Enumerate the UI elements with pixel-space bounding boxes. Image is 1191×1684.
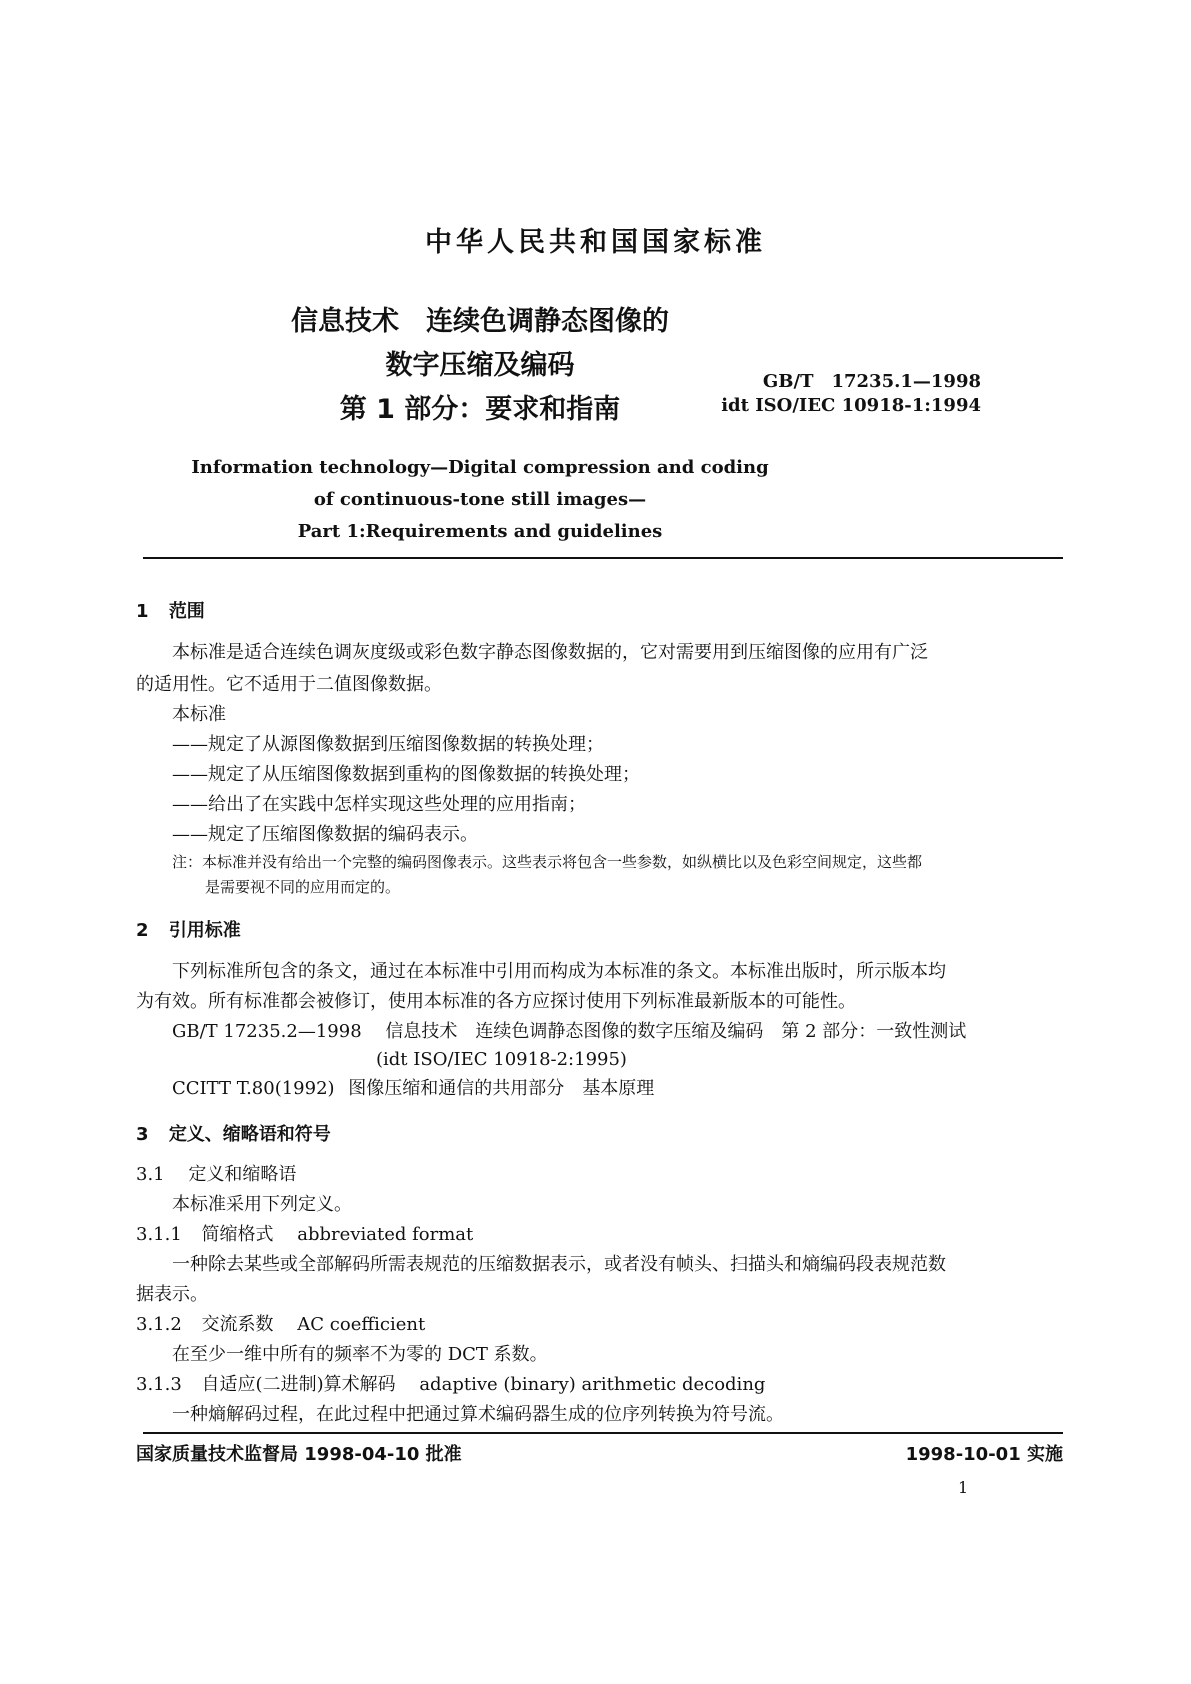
term-3-1-2-cn: 交流系数 (201, 1314, 274, 1335)
section1-number: 1 (136, 601, 149, 622)
section3-heading (136, 1120, 331, 1146)
english-title-line3: Part 1:Requirements and guidelines (297, 521, 663, 542)
english-title-line2: of continuous-tone still images— (313, 489, 647, 510)
section1-item-4: ——规定了压缩图像数据的编码表示。 (172, 824, 478, 845)
term-3-1-1-en: abbreviated format (297, 1224, 474, 1245)
section1-title: 范围 (168, 601, 205, 622)
term-3-1-3-number: 3.1.3 (136, 1374, 182, 1395)
section1-item-2: ——规定了从压缩图像数据到重构的图像数据的转换处理； (172, 764, 640, 785)
subsection-3-1-intro: 本标准采用下列定义。 (172, 1194, 352, 1215)
term-3-1-2-number: 3.1.2 (136, 1314, 182, 1335)
term-3-1-3-en: adaptive (binary) arithmetic decoding (419, 1374, 766, 1395)
national-standard-heading: 中华人民共和国国家标准 (425, 227, 766, 258)
chinese-title-line3: 第 1 部分：要求和指南 (339, 394, 621, 425)
section3-title: 定义、缩略语和符号 (168, 1124, 331, 1145)
term-3-1-1-cn: 简缩格式 (201, 1224, 274, 1245)
reference-2-title: 图像压缩和通信的共用部分 基本原理 (348, 1078, 655, 1099)
section2-heading (136, 916, 241, 942)
section3-number: 3 (136, 1124, 149, 1145)
gbt-code: GB/T 17235.1—1998 (762, 371, 981, 392)
section1-para-line1: 本标准是适合连续色调灰度级或彩色数字静态图像数据的，它对需要用到压缩图像的应用有广泛 (172, 642, 928, 663)
reference-1-code: GB/T 17235.2—1998 (172, 1021, 362, 1042)
term-3-1-1-number: 3.1.1 (136, 1224, 182, 1245)
section2-number: 2 (136, 920, 149, 941)
section1-item-1: ——规定了从源图像数据到压缩图像数据的转换处理； (172, 734, 604, 755)
chinese-title (230, 300, 730, 432)
term-3-1-1 (136, 1220, 473, 1250)
approval-line: 国家质量技术监督局 1998-04-10 批准 (136, 1444, 462, 1465)
section2-title: 引用标准 (168, 920, 241, 941)
term-3-1-3-def: 一种熵解码过程，在此过程中把通过算术编码器生成的位序列转换为符号流。 (172, 1404, 784, 1425)
english-title (190, 452, 770, 548)
reference-1-title: 信息技术 连续色调静态图像的数字压缩及编码 第 2 部分：一致性测试 (385, 1021, 967, 1042)
idt-code: idt ISO/IEC 10918-1:1994 (721, 395, 981, 416)
reference-2 (172, 1074, 654, 1104)
section1-intro: 本标准 (172, 704, 226, 725)
subsection-3-1-title: 定义和缩略语 (188, 1164, 297, 1185)
chinese-title-line2: 数字压缩及编码 (385, 350, 575, 381)
title-divider (143, 557, 1063, 559)
english-title-line1: Information technology—Digital compression and coding (191, 457, 769, 478)
section1-note-line2: 是需要视不同的应用而定的。 (205, 878, 401, 896)
section1-heading (136, 597, 205, 623)
section1-item-3: ——给出了在实践中怎样实现这些处理的应用指南； (172, 794, 586, 815)
page-number: 1 (958, 1478, 969, 1497)
subsection-3-1 (136, 1160, 296, 1190)
term-3-1-1-def-line1: 一种除去某些或全部解码所需表规范的压缩数据表示，或者没有帧头、扫描头和熵编码段表规范数 (172, 1254, 946, 1275)
term-3-1-2-en: AC coefficient (297, 1314, 426, 1335)
reference-1-idt: (idt ISO/IEC 10918-2:1995) (376, 1049, 627, 1070)
section2-para-line1: 下列标准所包含的条文，通过在本标准中引用而构成为本标准的条文。本标准出版时，所示版本均 (172, 961, 946, 982)
chinese-title-line1: 信息技术 连续色调静态图像的 (291, 306, 669, 337)
term-3-1-2-def: 在至少一维中所有的频率不为零的 DCT 系数。 (172, 1344, 548, 1365)
reference-2-code: CCITT T.80(1992) (172, 1078, 335, 1099)
term-3-1-3-cn: 自适应(二进制)算术解码 (201, 1374, 396, 1395)
footer-divider (143, 1432, 1063, 1434)
term-3-1-3 (136, 1370, 765, 1400)
subsection-3-1-number: 3.1 (136, 1164, 165, 1185)
section1-para-line2: 的适用性。它不适用于二值图像数据。 (136, 674, 442, 695)
term-3-1-2 (136, 1310, 425, 1340)
implementation-date: 1998-10-01 实施 (905, 1444, 1063, 1465)
section2-para-line2: 为有效。所有标准都会被修订，使用本标准的各方应探讨使用下列标准最新版本的可能性。 (136, 991, 856, 1012)
term-3-1-1-def-line2: 据表示。 (136, 1284, 208, 1305)
section1-note-line1: 注：本标准并没有给出一个完整的编码图像表示。这些表示将包含一些参数，如纵横比以及色彩空间规定，这些都 (172, 853, 923, 871)
reference-1 (172, 1017, 966, 1047)
standard-code (721, 370, 981, 418)
